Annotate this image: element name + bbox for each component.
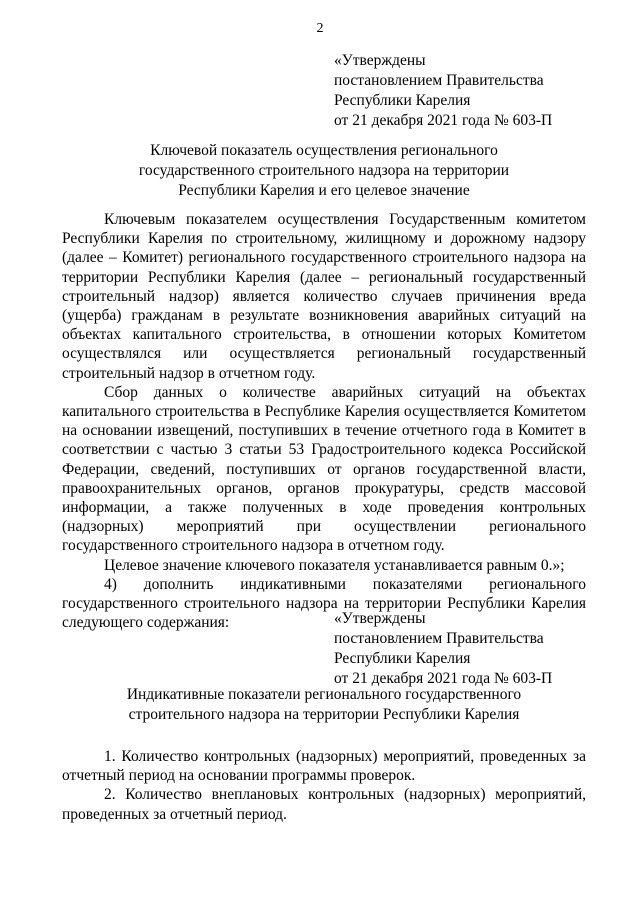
approval-line: «Утверждены — [334, 52, 426, 69]
approval-line: постановлением Правительства — [334, 72, 544, 89]
heading-line: Республики Карелия и его целевое значение — [178, 182, 470, 199]
page-number: 2 — [316, 21, 324, 36]
paragraph: Ключевым показателем осуществления Государственным комитетом Республики Карелия по строительному, жилищному и дорожному надзору (далее – Комитет) регионального государственного строительного надзора на территории Республики Карелия (далее – региональный государственный строительный надзор) является количество случаев причинения вреда (ущерба) гражданам в результате возникновения аварийных ситуаций на объектах капитального строительства, в отношении которых Комитетом осуществлялся или осуществляется региональный государственный строительный надзор в отчетном году. — [62, 211, 586, 382]
paragraph: 4) дополнить индикативными показателями регионального государственного строительного надзора на территории Республики Карелия следующего содержания: — [62, 575, 586, 632]
heading-line: строительного надзора на территории Республики Карелия — [128, 706, 520, 723]
paragraph: Целевое значение ключевого показателя устанавливается равным 0.»; — [104, 556, 565, 574]
key-indicator-body — [62, 210, 586, 632]
heading-line: государственного строительного надзора на территории — [138, 162, 510, 179]
list-item: 1. Количество контрольных (надзорных) мероприятий, проведенных за отчетный период на основании программы проверок. — [62, 748, 586, 785]
heading-line: Индикативные показатели регионального государственного — [126, 686, 522, 703]
paragraph: Сбор данных о количестве аварийных ситуаций на объектах капитального строительства в Республике Карелия осуществляется Комитетом на основании извещений, поступивших в течение отчетного года в Комитет в соответствии с частью 3 статьи 53 Градостроительного кодекса Российской Федерации, сведений, поступивших от органов государственной власти, правоохранительных органов, органов прокуратуры, средств массовой информации, а также полученных в ходе проведения контрольных (надзорных) мероприятий при осуществлении регионального государственного строительного надзора в отчетном году. — [62, 383, 586, 555]
approval-block-1 — [334, 51, 624, 131]
approval-line: постановлением Правительства — [334, 630, 544, 647]
indicative-indicators-list — [62, 747, 586, 824]
approval-line: от 21 декабря 2021 года № 603-П — [334, 670, 553, 687]
approval-line: от 21 декабря 2021 года № 603-П — [334, 112, 553, 129]
approval-line: Республики Карелия — [334, 650, 471, 667]
approval-line: «Утверждены — [334, 610, 426, 627]
approval-line: Республики Карелия — [334, 92, 471, 109]
heading-line: Ключевой показатель осуществления регионального — [150, 142, 498, 159]
approval-block-2 — [334, 609, 624, 689]
key-indicator-heading — [60, 141, 588, 201]
indicative-indicators-heading — [60, 685, 588, 725]
list-item: 2. Количество внеплановых контрольных (надзорных) мероприятий, проведенных за отчетный период. — [62, 786, 586, 823]
